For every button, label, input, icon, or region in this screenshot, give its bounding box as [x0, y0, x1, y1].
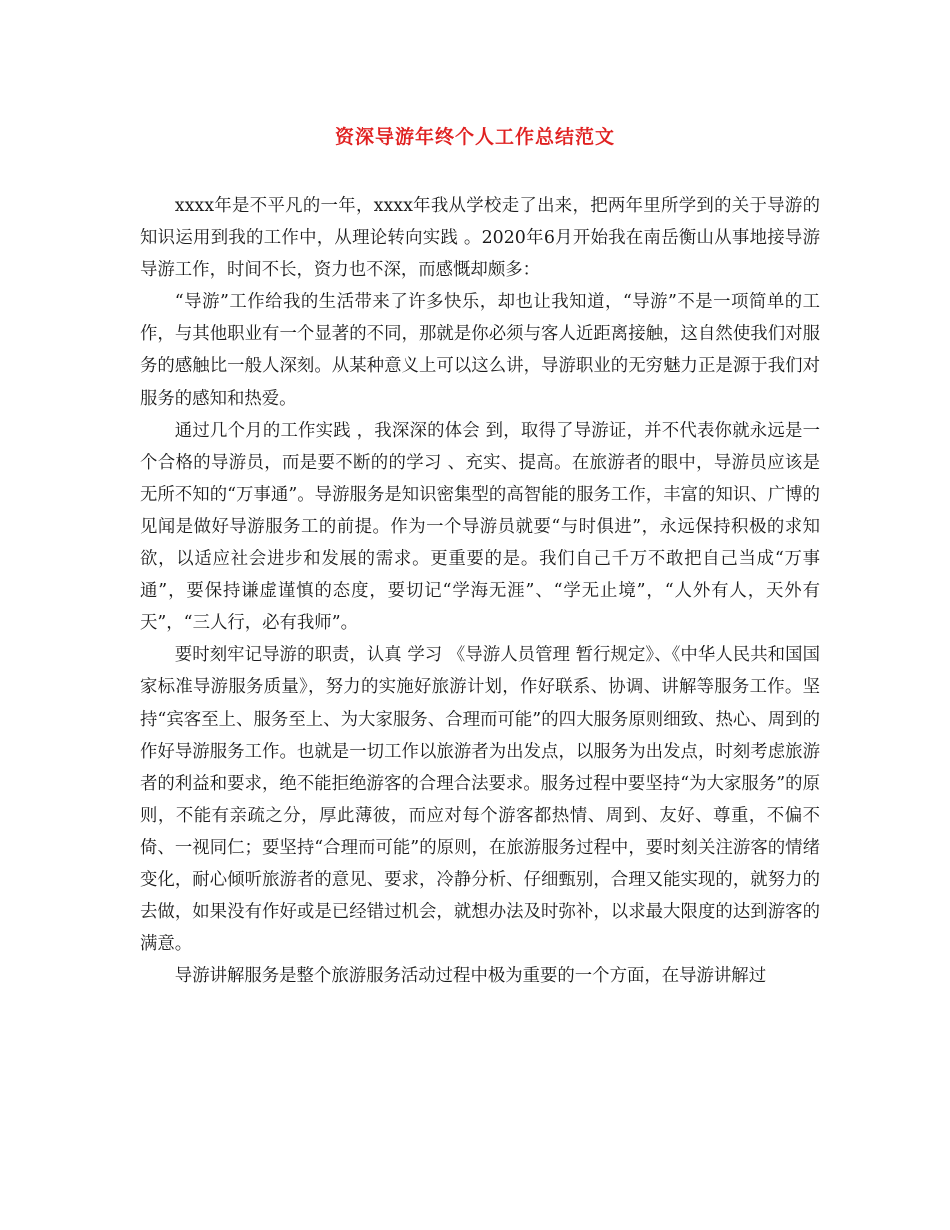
document-body [140, 190, 820, 992]
paragraph-5: 导游讲解服务是整个旅游服务活动过程中极为重要的一个方面，在导游讲解过 [174, 966, 767, 987]
paragraph-4: 要时刻牢记导游的职责，认真 学习 《导游人员管理 暂行规定》、《中华人民共和国国家标准导游服务质量》，努力的实施好旅游计划，作好联系、协调、讲解等服务工作。坚持“宾客至上、服务至上、为大家服务、合理而可能”的四大服务原则细致、热心、周到的作好导游服务工作。也就是一切工作以旅游者为出发点，以服务为出发点，时刻考虑旅游者的利益和要求，绝不能拒绝游客的合理合法要求。服务过程中要坚持“为大家服务”的原则，不能有亲疏之分，厚此薄彼，而应对每个游客都热情、周到、友好、尊重，不偏不倚、一视同仁；要坚持“合理而可能”的原则，在旅游服务过程中，要时刻关注游客的情绪变化，耐心倾听旅游者的意见、要求，冷静分析、仔细甄别，合理又能实现的，就努力的去做，如果没有作好或是已经错过机会，就想办法及时弥补，以求最大限度的达到游客的满意。 [140, 645, 820, 955]
paragraph-1: xxxx年是不平凡的一年，xxxx年我从学校走了出来，把两年里所学到的关于导游的知识运用到我的工作中，从理论转向实践 。2020年6月开始我在南岳衡山从事地接导游导游工作，时间不长，资力也不深，而感慨却颇多： [140, 196, 820, 281]
document-title: 资深导游年终个人工作总结范文 [334, 126, 615, 148]
paragraph-2: “导游”工作给我的生活带来了许多快乐，却也让我知道，“导游”不是一项简单的工作，与其他职业有一个显著的不同，那就是你必须与客人近距离接触，这自然使我们对服务的感触比一般人深刻。从某种意义上可以这么讲，导游职业的无穷魅力正是源于我们对服务的感知和热爱。 [140, 292, 820, 409]
paragraph-3: 通过几个月的工作实践 ，我深深的体会 到，取得了导游证，并不代表你就永远是一个合格的导游员，而是要不断的的学习 、充实、提高。在旅游者的眼中，导游员应该是无所不知的“万事通”。导游服务是知识密集型的高智能的服务工作，丰富的知识、广博的见闻是做好导游服务工的前提。作为一个导游员就要“与时俱进”，永远保持积极的求知欲，以适应社会进步和发展的需求。更重要的是。我们自己千万不敢把自己当成“万事通”，要保持谦虚谨慎的态度，要切记“学海无涯”、“学无止境”，“人外有人，天外有天”，“三人行，必有我师”。 [140, 420, 820, 634]
